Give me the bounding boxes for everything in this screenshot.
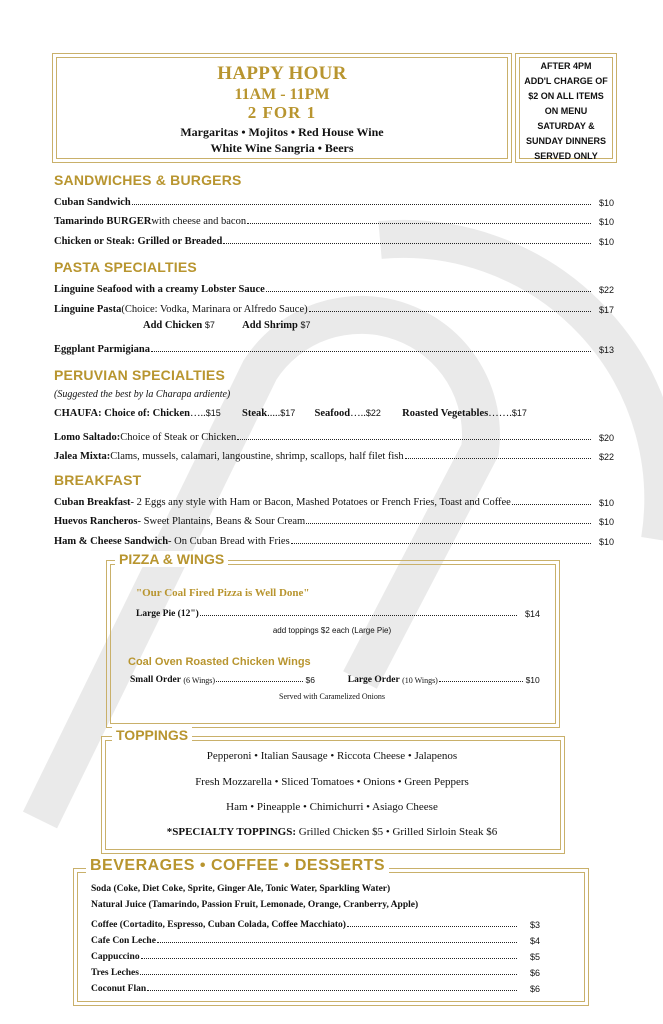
- menu-item: Lomo Saltado: Choice of Steak or Chicken $20: [54, 432, 614, 443]
- happy-hour-time: 11AM - 11PM: [234, 86, 330, 103]
- section-title-toppings: TOPPINGS: [112, 727, 192, 743]
- pasta-addons: Add Chicken $7 Add Shrimp $7: [143, 320, 311, 331]
- toppings-note: add toppings $2 each (Large Pie): [272, 626, 392, 635]
- price: $10: [598, 217, 614, 227]
- happy-hour-drinks-1: Margaritas • Mojitos • Red House Wine: [180, 125, 384, 139]
- price: $5: [529, 952, 540, 962]
- notice-line: $2 ON ALL ITEMS: [528, 91, 604, 101]
- price: $17: [598, 305, 614, 315]
- wings-title: Coal Oven Roasted Chicken Wings: [128, 656, 311, 668]
- toppings-line: Fresh Mozzarella • Sliced Tomatoes • Onions • Green Peppers: [195, 776, 469, 788]
- menu-item: Linguine Seafood with a creamy Lobster Sauce $22: [54, 284, 614, 295]
- price: $13: [598, 345, 614, 355]
- menu-item: Tres Leches $6: [91, 968, 540, 978]
- section-title-pizza: PIZZA & WINGS: [115, 551, 228, 567]
- menu-item: Huevos Rancheros - Sweet Plantains, Beans & Sour Cream $10: [54, 516, 614, 527]
- happy-hour-drinks-2: White Wine Sangria • Beers: [210, 141, 354, 155]
- menu-item: Chicken or Steak: Grilled or Breaded $10: [54, 236, 614, 247]
- menu-item: Tamarindo BURGER with cheese and bacon $10: [54, 216, 614, 227]
- menu-item: Cuban Sandwich $10: [54, 197, 614, 208]
- surcharge-notice-box: [515, 53, 617, 163]
- price: $10: [598, 517, 614, 527]
- price: $6: [305, 675, 315, 685]
- section-title-breakfast: BREAKFAST: [54, 472, 142, 488]
- menu-item: Jalea Mixta: Clams, mussels, calamari, langoustine, shrimp, scallops, half filet fish $22: [54, 451, 614, 462]
- menu-item: Linguine Pasta (Choice: Vodka, Marinara or Alfredo Sauce) $17: [54, 304, 614, 315]
- section-title-sandwiches: SANDWICHES & BURGERS: [54, 172, 242, 188]
- pizza-wings-box: [106, 560, 560, 728]
- price: $6: [529, 968, 540, 978]
- price: $10: [598, 537, 614, 547]
- menu-item: Cafe Con Leche $4: [91, 936, 540, 946]
- soda-line: Soda (Coke, Diet Coke, Sprite, Ginger Ale, Tonic Water, Sparkling Water): [91, 884, 391, 894]
- price: $10: [598, 198, 614, 208]
- specialty-toppings: *SPECIALTY TOPPINGS: Grilled Chicken $5 • Grilled Sirloin Steak $6: [166, 826, 498, 838]
- juice-line: Natural Juice (Tamarindo, Passion Fruit, Lemonade, Orange, Cranberry, Apple): [91, 900, 419, 910]
- price: $14: [524, 609, 540, 619]
- notice-line: ON MENU: [544, 106, 588, 116]
- menu-item: Cuban Breakfast - 2 Eggs any style with Ham or Bacon, Mashed Potatoes or French Fries, Toast and Coffee $10: [54, 497, 614, 508]
- wings-note: Served with Caramelized Onions: [279, 692, 385, 701]
- menu-item: Ham & Cheese Sandwich - On Cuban Bread with Fries $10: [54, 536, 614, 547]
- notice-line: ADD'L CHARGE OF: [524, 76, 608, 86]
- price: $4: [529, 936, 540, 946]
- price: $22: [598, 285, 614, 295]
- happy-hour-title: HAPPY HOUR: [217, 63, 347, 84]
- price: $10: [525, 675, 540, 685]
- notice-line: SATURDAY &: [537, 121, 595, 131]
- toppings-line: Pepperoni • Italian Sausage • Riccota Cheese • Jalapenos: [206, 750, 458, 762]
- price: $3: [529, 920, 540, 930]
- happy-hour-box: [52, 53, 512, 163]
- menu-item: Eggplant Parmigiana $13: [54, 344, 614, 355]
- wings-row: Small Order (6 Wings) $6 Large Order (10 Wings) $10: [130, 675, 540, 685]
- happy-hour-deal: 2 FOR 1: [247, 103, 317, 122]
- menu-item: Cappuccino $5: [91, 952, 540, 962]
- price: $10: [598, 498, 614, 508]
- price: $6: [529, 984, 540, 994]
- price: $22: [598, 452, 614, 462]
- toppings-line: Ham • Pineapple • Chimichurri • Asiago Cheese: [226, 801, 438, 813]
- notice-line: SUNDAY DINNERS: [525, 136, 607, 146]
- chaufa-row: CHAUFA: Choice of: Chicken…..$15 Steak.....$17 Seafood…..$22 Roasted Vegetables…….$17: [54, 408, 527, 419]
- notice-line: AFTER 4PM: [540, 61, 592, 71]
- peruvian-subtitle: (Suggested the best by la Charapa ardiente): [54, 389, 231, 400]
- price: $10: [598, 237, 614, 247]
- section-title-peruvian: PERUVIAN SPECIALTIES: [54, 367, 225, 383]
- section-title-beverages: BEVERAGES • COFFEE • DESSERTS: [86, 857, 389, 875]
- notice-line: SERVED ONLY: [534, 151, 598, 161]
- menu-item: Large Pie (12") $14: [136, 609, 540, 619]
- menu-item: Coffee (Cortadito, Espresso, Cuban Colada, Coffee Macchiato) $3: [91, 920, 540, 930]
- price: $20: [598, 433, 614, 443]
- section-title-pasta: PASTA SPECIALTIES: [54, 259, 197, 275]
- menu-item: Coconut Flan $6: [91, 984, 540, 994]
- pizza-slogan: "Our Coal Fired Pizza is Well Done": [136, 587, 310, 599]
